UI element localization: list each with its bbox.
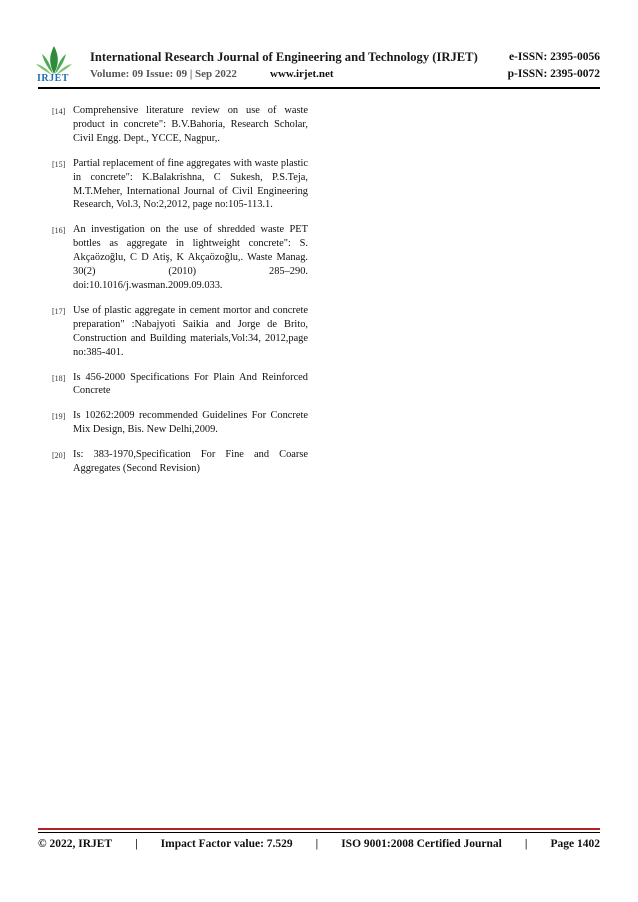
reference-item — [52, 223, 308, 293]
reference-item — [52, 104, 308, 146]
footer-divider-black — [38, 832, 600, 833]
reference-list — [52, 104, 308, 487]
reference-item — [52, 409, 308, 437]
footer-separator: | — [524, 838, 528, 850]
reference-text: Partial replacement of fine aggregates with waste plastic in concrete": K.Balakrishna, C Sukesh, P.S.Teja, M.T.Meher, International Journal of Civil Engineering Research, Vol.3, No:2,2012, page no:105-113.1. — [73, 157, 308, 211]
p-issn: p-ISSN: 2395-0072 — [507, 68, 600, 80]
footer-impact-factor: Impact Factor value: 7.529 — [160, 838, 293, 850]
reference-text: Comprehensive literature review on use of waste product in concrete": B.V.Bahoria, Research Scholar, Civil Engg. Dept., YCCE, Nagpur,. — [73, 105, 308, 144]
reference-text: Use of plastic aggregate in cement mortor and concrete preparation" :Nabajyoti Saikia and Jorge de Brito, Construction and Building materials,Vol:34, 2012,page no:385-401. — [73, 304, 308, 358]
reference-number: [15] — [52, 159, 66, 169]
reference-item — [52, 157, 308, 213]
reference-number: [20] — [52, 451, 66, 461]
page-header — [0, 0, 638, 92]
journal-title: International Research Journal of Engineering and Technology (IRJET) — [90, 50, 478, 64]
footer-page-number: Page 1402 — [550, 838, 600, 850]
journal-website-link[interactable]: www.irjet.net — [270, 68, 334, 80]
reference-number: [14] — [52, 107, 66, 116]
reference-number: [18] — [52, 373, 66, 383]
reference-number: [19] — [52, 412, 66, 422]
footer-separator: | — [315, 838, 319, 850]
reference-text: Is: 383-1970,Specification For Fine and Coarse Aggregates (Second Revision) — [73, 449, 308, 475]
header-divider — [38, 87, 600, 89]
reference-text: Is 10262:2009 recommended Guidelines For Concrete Mix Design, Bis. New Delhi,2009. — [73, 410, 308, 436]
page-footer — [38, 838, 600, 850]
footer-iso: ISO 9001:2008 Certified Journal — [341, 838, 502, 850]
footer-divider-red — [38, 828, 600, 830]
reference-number: [17] — [52, 306, 66, 316]
reference-text: Is 456-2000 Specifications For Plain And Reinforced Concrete — [73, 371, 308, 397]
footer-separator: | — [135, 838, 138, 850]
reference-text: An investigation on the use of shredded waste PET bottles as aggregate in lightweight concrete": S. Akçaözoğlu, C D Atiş, K Akçaözoğlu,. Waste Manag. 30(2) (2010) 285–290. doi:10.1016/j.wasman.2009.09.033. — [73, 224, 308, 291]
e-issn: e-ISSN: 2395-0056 — [508, 51, 600, 63]
logo-text: IRJET — [37, 73, 69, 84]
volume-issue: Volume: 09 Issue: 09 | Sep 2022 — [90, 68, 237, 80]
reference-item — [52, 304, 308, 360]
reference-number: [16] — [52, 226, 66, 236]
reference-item — [52, 371, 308, 399]
footer-copyright: © 2022, IRJET — [38, 838, 113, 850]
reference-item — [52, 448, 308, 476]
